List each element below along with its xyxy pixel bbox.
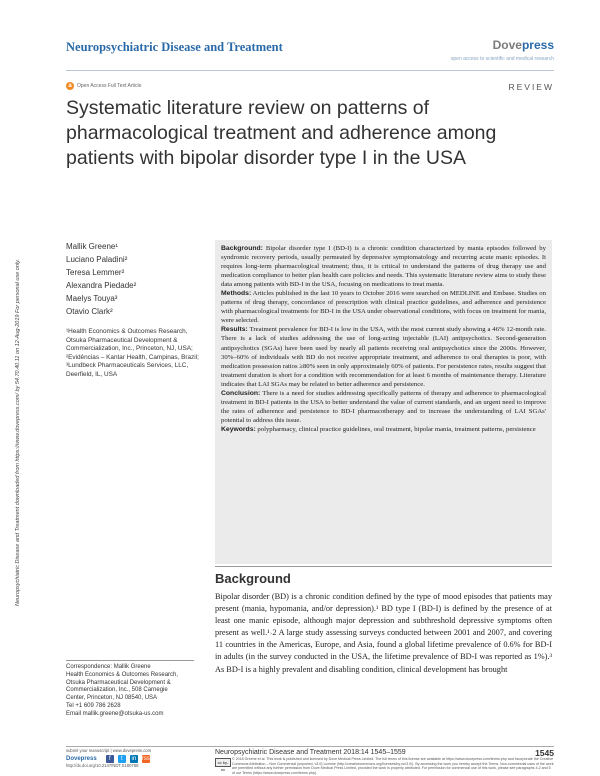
author: Otavio Clark² <box>66 307 113 316</box>
correspondence-line: Tel +1 609 786 2628 <box>66 702 121 709</box>
publisher-suffix: press <box>521 38 554 52</box>
affiliations: ¹Health Economics & Outcomes Research, Otsuka Pharmaceutical Development & Commercialization, Inc., Princeton, NJ, USA; ²Evidências – Kantar Health, Campinas, Brazil; ³Lundbeck Pharmaceuticals Services, LLC, Deerfield, IL, USA <box>66 328 199 378</box>
author: Luciano Paladini² <box>66 255 128 264</box>
twitter-icon[interactable]: t <box>118 755 126 763</box>
social-links <box>106 755 150 763</box>
publisher-tagline: open access to scientific and medical research <box>450 56 554 62</box>
facebook-icon[interactable]: f <box>106 755 114 763</box>
author: Maelys Touya³ <box>66 294 118 303</box>
author: Alexandra Piedade² <box>66 281 137 290</box>
publisher-prefix: Dove <box>492 38 522 52</box>
abstract-methods: Methods: Articles published in the last 10 years to October 2016 were searched on MEDLINE and Embase. Studies on patterns of drug therapy, concordance of prescription with clinical practice guidelines, and adherence and persistence with pharmacological treatments for BD-I in the USA under observational conditions, with focus on treatment for mania, were selected. <box>221 290 546 325</box>
correspondence-line: Health Economics & Outcomes Research, <box>66 671 179 678</box>
open-access-text: Open Access Full Text Article <box>77 83 142 89</box>
author: Teresa Lemmer² <box>66 268 125 277</box>
correspondence-divider <box>66 660 194 661</box>
abstract-results: Results: Treatment prevalence for BD-I is low in the USA, with the most current study showing a 46% 12-month rate. There is a lack of studies addressing the use of long-acting injectable (LAI) antipsychotics. Second-generation antipsychotics (SGAs) have been used by nearly all patients receiving oral antipsychotics since the 2000s. However, 30%–60% of individuals with BD do not receive appropriate treatment, and adherence to oral therapies is poor, with medication possession ratios ≥80% seen in only approximately 60% of patients. For persistence rates, results suggest that treatment duration is short for a condition with recommendation for at least 6 months of maintenance therapy. Literature indicates that LAI SGAs may be related to better adherence and persistence. <box>221 326 546 388</box>
open-access-label <box>66 82 141 90</box>
author: Mallik Greene¹ <box>66 242 119 251</box>
download-note <box>14 136 32 606</box>
correspondence-block <box>66 664 206 719</box>
doi-link[interactable]: http://dx.doi.org/10.2147/NDT.S180788 <box>66 763 139 768</box>
footer-left <box>66 748 206 768</box>
abstract-conclusion: Conclusion: There is a need for studies addressing specifically patterns of therapy and adherence to pharmacological treatment in BD-I patients in the USA to better understand the value of current standards, and an urgent need to improve the rates of adherence and persistence to BD-I pharmacotherapy and to increase the understanding of LAI SGAs' potential to address this issue. <box>221 389 546 424</box>
abstract-background: Background: Bipolar disorder type I (BD-I) is a chronic condition characterized by mania episodes followed by syndromic recovery periods, usually permeated by depressive symptomatology and recurring acute manic episodes. It requires long-term pharmacological treatment; thus, it is critical to understand the patterns of drug therapy use and medication compliance to better plan health care policies and needs. This systematic literature review aims to study these data among patients with BD-I in the USA, focusing on medications to treat mania. <box>221 245 546 289</box>
submit-link[interactable]: submit your manuscript | www.dovepress.com <box>66 748 152 753</box>
background-paragraph: Bipolar disorder (BD) is a chronic condition defined by the type of mood episodes that patients may present (mania, hypomania, and/or depression).¹ BD type I (BD-I) is defined by the presence of at least one manic episode, although major depression and subthreshold depressive symptoms often present as well.¹˒2 A large study assessing surveys conducted between 2001 and 2007, and covering 11 countries in the Americas, Europe, and Asia, found a global lifetime prevalence of 0.6% for BD-I in adults (in the survey conducted in the USA, the lifetime prevalence of BD-I was reported as 1%).³ As BD-I is a highly prevalent and disabling condition, clinical development has brought <box>215 592 552 674</box>
rss-icon[interactable]: rss <box>141 756 150 762</box>
correspondence-line: Otsuka Pharmaceutical Development & <box>66 679 171 686</box>
download-note-text: Neuropsychiatric Disease and Treatment downloaded from https://www.dovepress.com/ by 54.70.40.11 on 12-Aug-2019 For personal use only. <box>15 259 21 606</box>
correspondence-email[interactable]: Email mallik.greene@otsuka-us.com <box>66 710 164 717</box>
correspondence-line: Center, Princeton, NJ 08540, USA <box>66 695 158 702</box>
publisher-logo[interactable] <box>493 38 554 52</box>
open-access-icon: a <box>66 82 74 90</box>
abstract-box <box>215 240 552 564</box>
article-title: Systematic literature review on patterns of pharmacological treatment and adherence among patients with bipolar disorder type I in the USA <box>66 97 497 169</box>
footer-divider <box>66 746 554 747</box>
abstract-keywords: Keywords: polypharmacy, clinical practice guidelines, oral treatment, bipolar mania, treatment patterns, persistence <box>221 425 536 433</box>
page-number: 1545 <box>535 748 554 758</box>
header-divider <box>66 70 554 71</box>
section-divider <box>215 566 552 567</box>
article-type: REVIEW <box>508 82 554 92</box>
citation-line: Neuropsychiatric Disease and Treatment 2018:14 1545–1559 <box>215 749 406 756</box>
section-heading-background: Background <box>215 571 291 586</box>
license-text: © 2018 Greene et al. This work is published and licensed by Dove Medical Press Limited. The full terms of this license are available at https://www.dovepress.com/terms.php and incorporate the Creative Commons Attribution – Non Commercial (unported, v3.0) License (http://creativecommons.org/licenses/by-nc/3.0/). By accessing the work you hereby accept the Terms. Non-commercial uses of the work are permitted without any further permission from Dove Medical Press Limited, provided the work is properly attributed. For permission for commercial use of this work, please see paragraphs 4.2 and 5 of our Terms (https://www.dovepress.com/terms.php). <box>232 757 554 775</box>
cc-license-badge[interactable]: cc by-nc <box>215 758 231 767</box>
author-list <box>66 240 206 318</box>
correspondence-line: Correspondence: Mallik Greene <box>66 664 151 670</box>
footer-dovepress[interactable]: Dovepress <box>66 756 97 763</box>
journal-name[interactable]: Neuropsychiatric Disease and Treatment <box>66 40 283 54</box>
linkedin-icon[interactable]: in <box>131 756 137 762</box>
correspondence-line: Commercialization, Inc., 508 Carnegie <box>66 687 168 694</box>
